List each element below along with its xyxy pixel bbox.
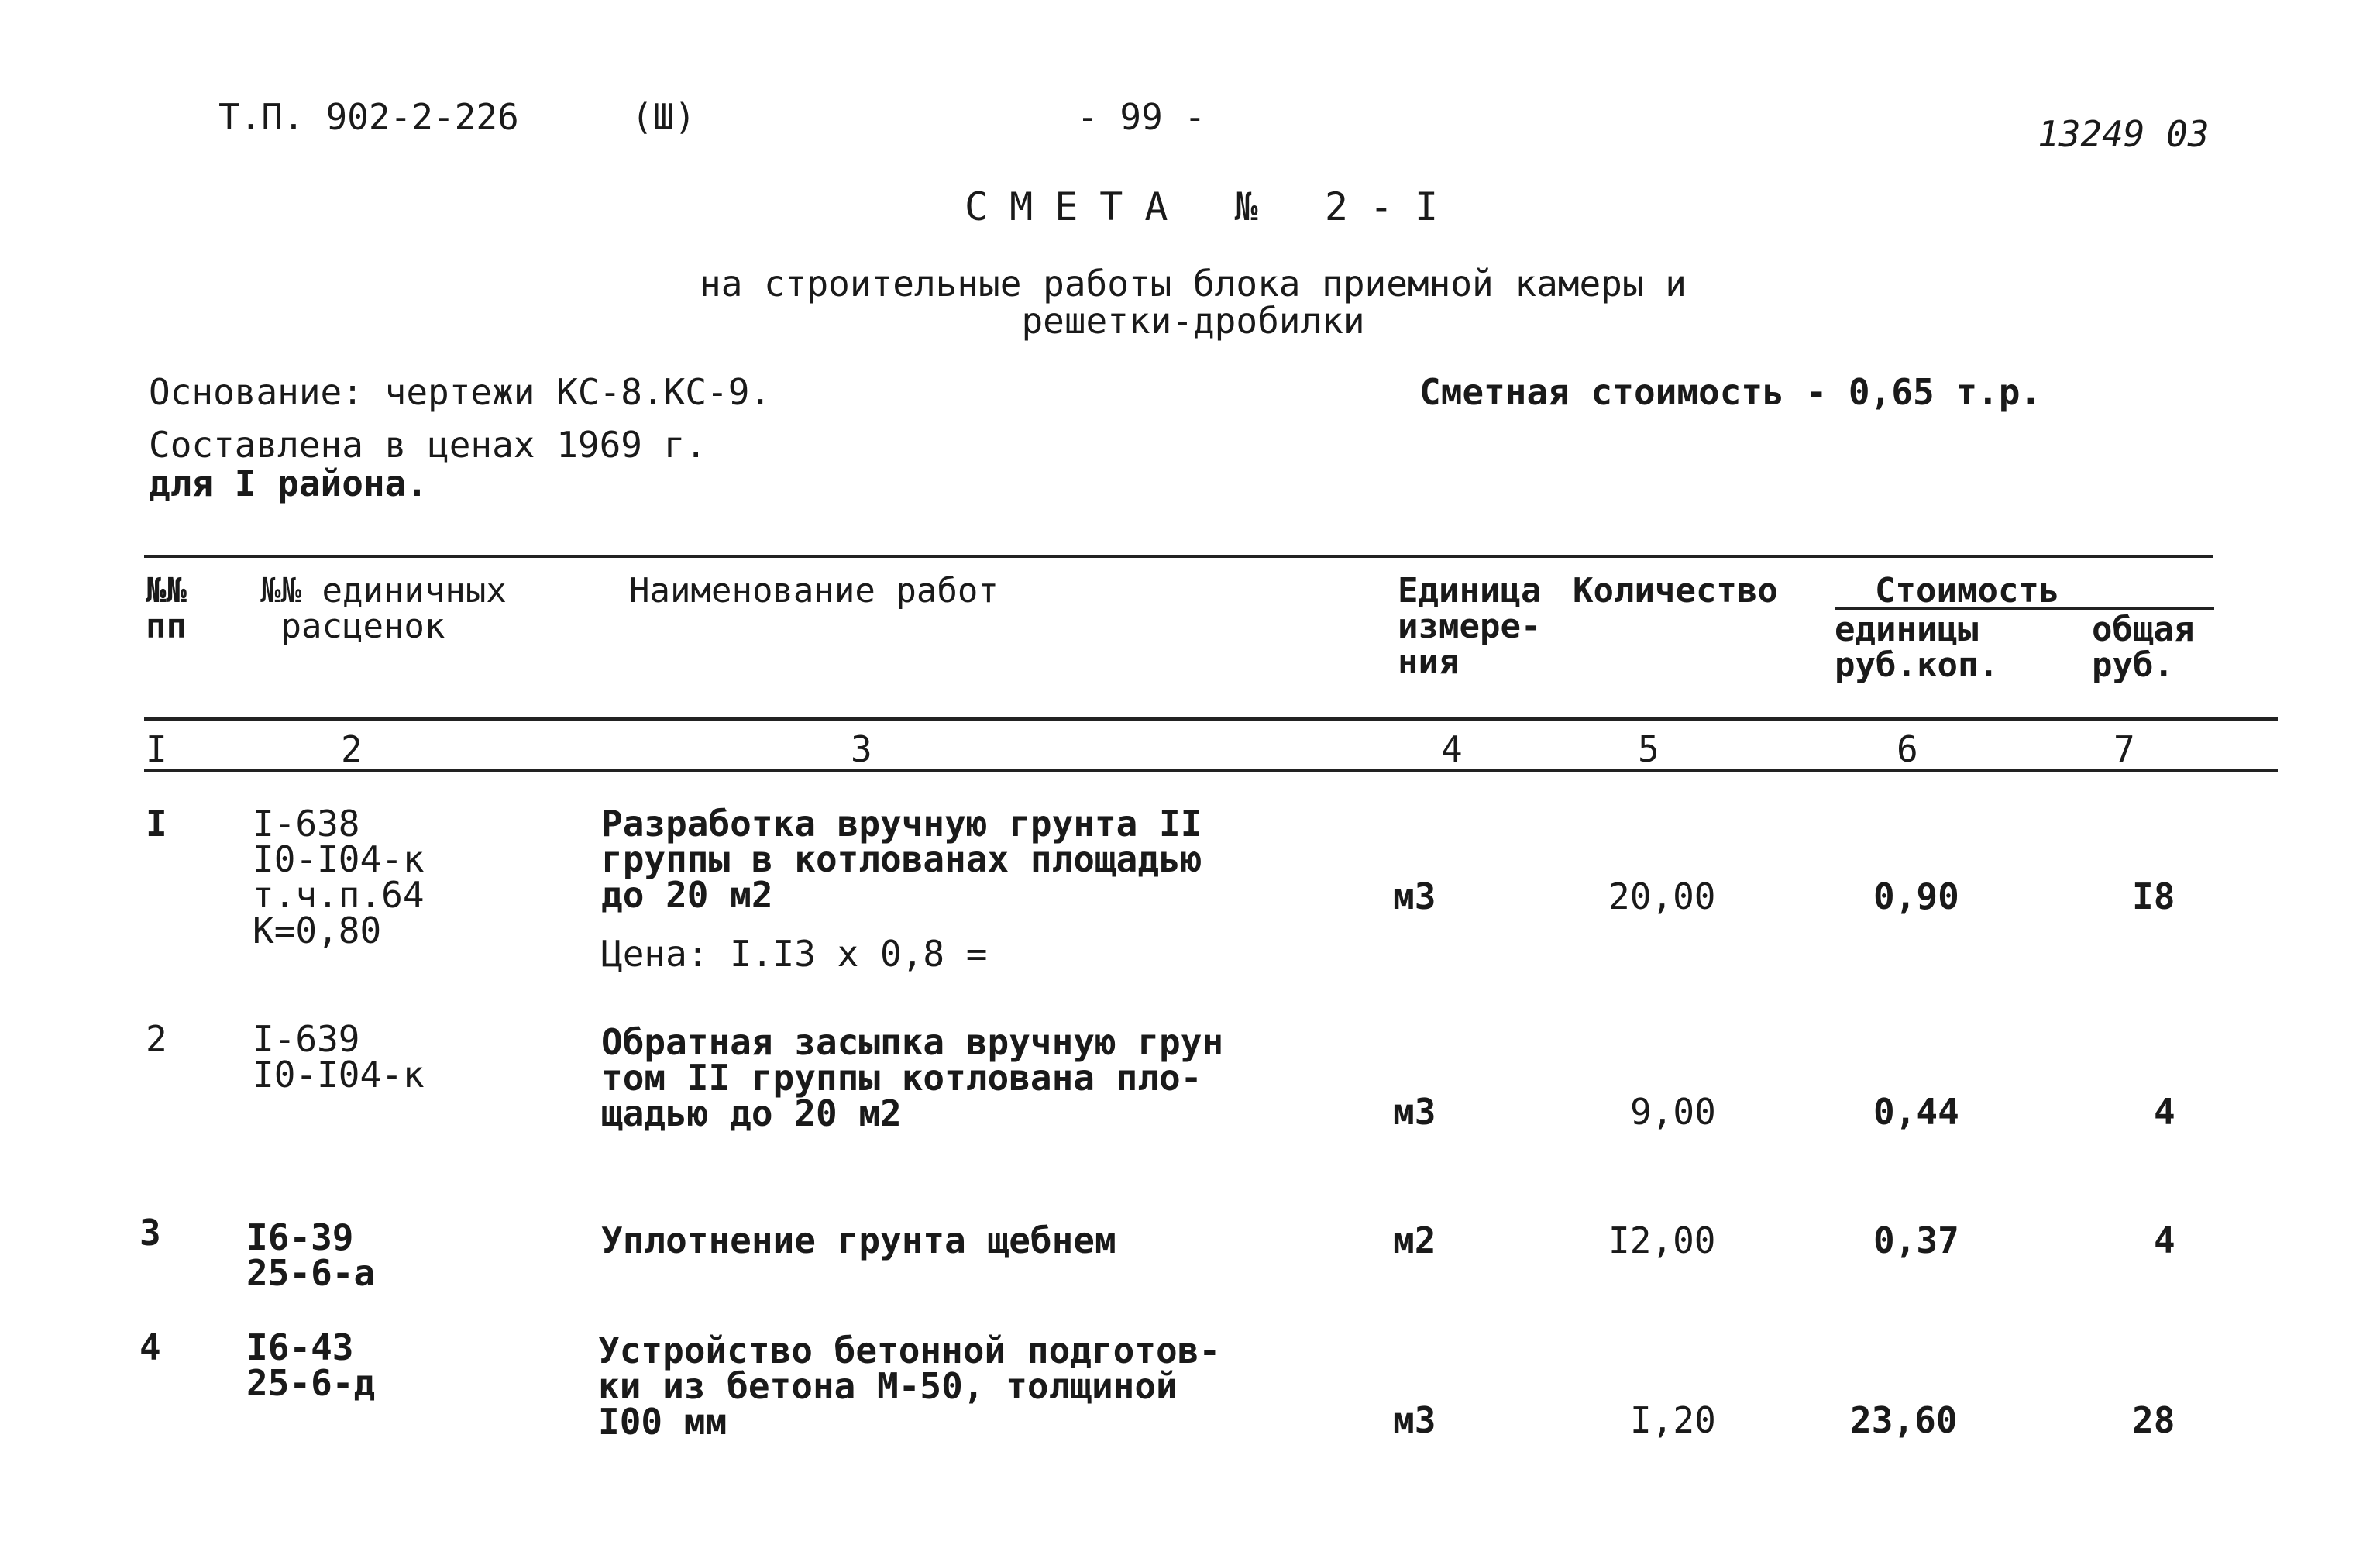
row-1-unit: м3: [1393, 876, 1436, 917]
row-3-rate: I6-39 25-6-а: [246, 1216, 376, 1294]
subtitle-line-2: решетки-дробилки: [1021, 300, 1365, 342]
col-number-7: 7: [2113, 728, 2135, 770]
doc-code: Т.П. 902-2-226: [218, 96, 519, 138]
subtitle-line-1: на строительные работы блока приемной камеры и: [700, 263, 1687, 304]
colnum-bottom-rule: [144, 769, 2278, 772]
row-3-unit-cost: 0,37: [1873, 1220, 1959, 1261]
row-4-rate: I6-43 25-6-д: [246, 1326, 376, 1404]
estimated-cost: Сметная стоимость - 0,65 т.р.: [1419, 371, 2042, 413]
row-1-unit-cost: 0,90: [1873, 876, 1959, 917]
col-number-1: I: [146, 728, 167, 770]
table-top-rule: [144, 555, 2213, 558]
col-number-3: 3: [851, 728, 872, 770]
col-number-6: 6: [1897, 728, 1918, 770]
col-header-total: общая руб.: [2092, 610, 2195, 685]
col-header-qty: Количество: [1573, 571, 1778, 611]
row-2-qty: 9,00: [1630, 1091, 1716, 1133]
row-1-qty: 20,00: [1608, 876, 1716, 917]
row-2-unit: м3: [1393, 1091, 1436, 1133]
basis-region: для I района.: [149, 463, 428, 504]
row-4-total: 28: [2132, 1399, 2175, 1441]
row-1-name: Разработка вручную грунта II группы в котлованах площадью до 20 м2: [601, 803, 1202, 916]
col-header-cost: Стоимость: [1875, 571, 2060, 611]
section-mark: (Ш): [631, 96, 696, 138]
row-2-total: 4: [2154, 1091, 2175, 1133]
col-header-unit: Единица измере- ния: [1398, 571, 1542, 682]
document-title: СМЕТА № 2-I: [965, 184, 1460, 229]
row-4-qty: I,20: [1630, 1399, 1716, 1441]
col-number-2: 2: [341, 728, 363, 770]
col-header-rate: №№ единичных расценок: [260, 571, 507, 646]
row-1-num: I: [146, 803, 167, 845]
row-2-name: Обратная засыпка вручную грун том II группы котлована пло- щадью до 20 м2: [601, 1021, 1224, 1134]
col-number-4: 4: [1441, 728, 1463, 770]
row-3-name: Уплотнение грунта щебнем: [601, 1220, 1116, 1261]
col-header-num: №№ пп: [146, 571, 187, 646]
row-3-qty: I2,00: [1608, 1220, 1716, 1261]
archive-number: 13249 03: [2038, 113, 2210, 155]
row-3-total: 4: [2154, 1220, 2175, 1261]
page-number: - 99 -: [1077, 96, 1206, 138]
basis-drawings: Основание: чертежи КС-8.КС-9.: [149, 371, 772, 413]
row-3-unit: м2: [1393, 1220, 1436, 1261]
col-header-unit-cost: единицы руб.коп.: [1835, 610, 1999, 685]
row-4-num: 4: [139, 1326, 161, 1368]
header-bottom-rule: [144, 717, 2278, 721]
row-4-unit-cost: 23,60: [1850, 1399, 1958, 1441]
basis-prices: Составлена в ценах 1969 г.: [149, 424, 707, 466]
row-2-rate: I-639 I0-I04-к: [253, 1018, 425, 1096]
row-3-num: 3: [139, 1212, 161, 1254]
row-4-unit: м3: [1393, 1399, 1436, 1441]
row-2-num: 2: [146, 1018, 167, 1060]
row-4-name: Устройство бетонной подготов- ки из бетона М-50, толщиной I00 мм: [598, 1330, 1221, 1443]
col-number-5: 5: [1638, 728, 1659, 770]
row-1-total: I8: [2132, 876, 2175, 917]
col-header-name: Наименование работ: [629, 571, 999, 611]
row-2-unit-cost: 0,44: [1873, 1091, 1959, 1133]
row-1-rate: I-638 I0-I04-к т.ч.п.64 К=0,80: [253, 803, 425, 951]
row-1-note: Цена: I.I3 х 0,8 =: [601, 933, 988, 975]
